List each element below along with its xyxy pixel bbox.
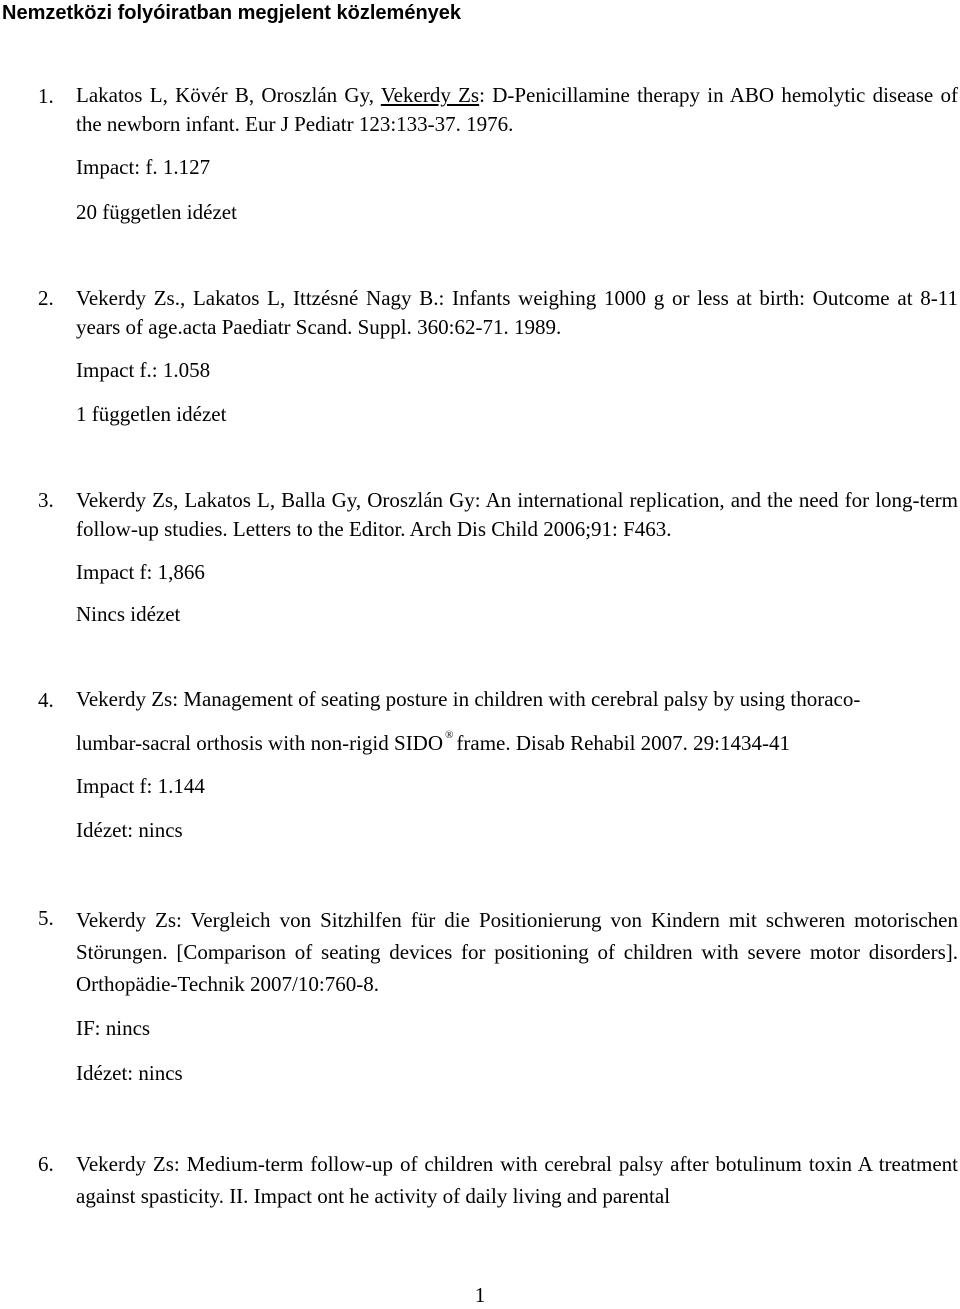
page-heading: Nemzetközi folyóiratban megjelent közlemények xyxy=(2,2,462,24)
entry-number: 6. xyxy=(38,1152,54,1176)
registered-mark: ® xyxy=(445,729,454,741)
citation-count: Nincs idézet xyxy=(76,602,181,626)
entry-reference xyxy=(76,81,958,139)
impact-factor: Impact f: 1.144 xyxy=(76,774,205,798)
citation-count: Idézet: nincs xyxy=(76,1061,183,1085)
entry-number: 1. xyxy=(38,84,54,108)
entry-reference: Vekerdy Zs., Lakatos L, Ittzésné Nagy B.: Infants weighing 1000 g or less at birth: Outcome at 8-11 years of age.acta Paediatr Scand. Suppl. 360:62-71. 1989. xyxy=(76,286,958,339)
reference-text: lumbar-sacral orthosis with non-rigid SIDO xyxy=(76,731,444,755)
entry-number: 3. xyxy=(38,488,54,512)
citation-count: Idézet: nincs xyxy=(76,818,183,842)
authors-before: Lakatos L, Kövér B, Oroszlán Gy, xyxy=(76,83,381,107)
impact-factor: Impact: f. 1.127 xyxy=(76,155,211,179)
impact-factor: Impact f: 1,866 xyxy=(76,560,205,584)
entry-reference-line-2 xyxy=(76,729,790,762)
underlined-author: Vekerdy Zs xyxy=(380,83,480,107)
entry-number: 4. xyxy=(38,688,54,712)
impact-factor: IF: nincs xyxy=(76,1016,151,1040)
reference-rest: : D-Penicillamine therapy in ABO hemolytic disease of the newborn infant. Eur J Pediatr 123:133-37. 1976. xyxy=(76,83,958,136)
citation-count: 20 független idézet xyxy=(76,200,237,224)
citation-count: 1 független idézet xyxy=(76,402,227,426)
entry-reference-line-1: Vekerdy Zs: Management of seating posture in children with cerebral palsy by using thoraco- xyxy=(76,687,861,711)
entry-number: 2. xyxy=(38,286,54,310)
entry-reference: Vekerdy Zs: Medium-term follow-up of children with cerebral palsy after botulinum toxin A treatment against spasticity. II. Impact ont he activity of daily living and parental xyxy=(76,1152,958,1208)
impact-factor: Impact f.: 1.058 xyxy=(76,358,211,382)
entry-reference: Vekerdy Zs, Lakatos L, Balla Gy, Oroszlán Gy: An international replication, and the need for long-term follow-up studies. Letters to the Editor. Arch Dis Child 2006;91: F463. xyxy=(76,488,958,541)
entry-number: 5. xyxy=(38,906,54,930)
entry-reference: Vekerdy Zs: Vergleich von Sitzhilfen für die Positionierung von Kindern mit schweren motorischen Störungen. [Comparison of seating devices for positioning of children with severe motor disorders]. Orthopädie-Technik 2007/10:760-8. xyxy=(76,908,958,996)
reference-text-rest: frame. Disab Rehabil 2007. 29:1434-41 xyxy=(456,731,790,755)
page-number: 1 xyxy=(474,1283,486,1307)
